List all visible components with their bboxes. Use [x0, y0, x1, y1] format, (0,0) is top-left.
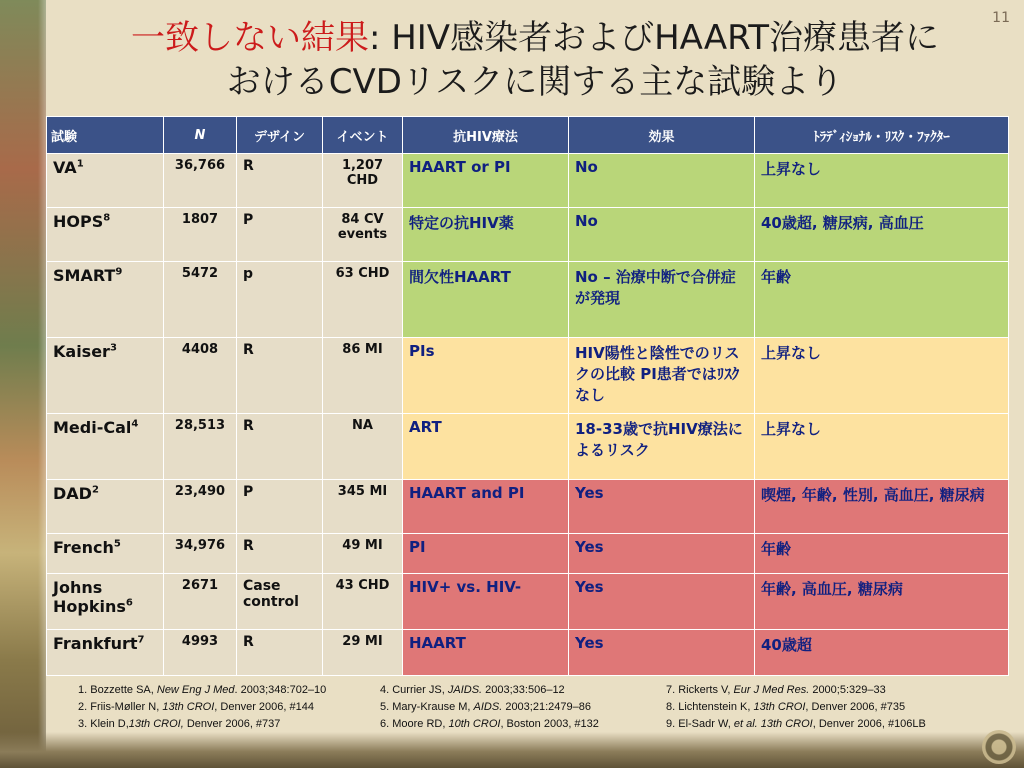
trial-name: SMART [53, 266, 116, 285]
header-design: デザイン [237, 117, 323, 154]
trial-name: VA [53, 158, 77, 177]
table-row [47, 534, 1009, 574]
cell-design: R [237, 414, 323, 480]
reference-item: 4. Currier JS, JAIDS. 2003;33:506–12 [380, 684, 565, 696]
cell-risk: 年齢 [755, 534, 1009, 574]
reference-item: 7. Rickerts V, Eur J Med Res. 2000;5:329–33 [666, 684, 886, 696]
cell-event: 345 MI [323, 480, 403, 534]
trial-name: Medi-Cal [53, 418, 132, 437]
cell-effect: Yes [569, 480, 755, 534]
cell-therapy: PIs [403, 338, 569, 414]
cell-trial [47, 338, 164, 414]
cell-risk: 40歳超, 糖尿病, 高血圧 [755, 208, 1009, 262]
cell-risk: 40歳超 [755, 630, 1009, 676]
reference-item: 6. Moore RD, 10th CROI, Boston 2003, #132 [380, 718, 599, 730]
cell-event: 84 CV events [323, 208, 403, 262]
header-trial: 試験 [47, 117, 164, 154]
ref-superscript: 7 [137, 634, 145, 646]
ref-superscript: 2 [91, 484, 99, 496]
cell-event: 43 CHD [323, 574, 403, 630]
cell-trial [47, 154, 164, 208]
cell-effect: No [569, 154, 755, 208]
cell-design: P [237, 208, 323, 262]
reference-item: 1. Bozzette SA, New Eng J Med. 2003;348:702–10 [78, 684, 327, 696]
cell-therapy: PI [403, 534, 569, 574]
cell-event: 29 MI [323, 630, 403, 676]
reference-item: 8. Lichtenstein K, 13th CROI, Denver 2006, #735 [666, 701, 906, 713]
cell-effect: HIV陽性と陰性でのリスクの比較 PI患者ではﾘｽｸなし [569, 338, 755, 414]
table-row [47, 338, 1009, 414]
cell-event: NA [323, 414, 403, 480]
cell-effect: 18-33歳で抗HIV療法によるリスク [569, 414, 755, 480]
ref-superscript: 8 [103, 212, 111, 224]
cell-n: 5472 [164, 262, 237, 338]
cell-design: P [237, 480, 323, 534]
cell-effect: Yes [569, 574, 755, 630]
trial-name: Kaiser [53, 342, 110, 361]
reference-item: 2. Friis-Møller N, 13th CROI, Denver 2006, #144 [78, 701, 314, 713]
trials-table [46, 116, 1009, 676]
cell-therapy: ART [403, 414, 569, 480]
background-photo-strip [0, 0, 46, 768]
header-n: N [164, 117, 237, 154]
cell-effect: Yes [569, 534, 755, 574]
trial-name: French [53, 538, 114, 557]
header-event: イベント [323, 117, 403, 154]
title-line2: おけるCVDリスクに関する主な試験より [226, 62, 844, 102]
cell-n: 4993 [164, 630, 237, 676]
reference-item: 5. Mary-Krause M, AIDS. 2003;21:2479–86 [380, 701, 591, 713]
cell-event: 1,207 CHD [323, 154, 403, 208]
title-highlight: 一致しない結果 [130, 18, 369, 58]
cell-risk: 上昇なし [755, 154, 1009, 208]
header-therapy: 抗HIV療法 [403, 117, 569, 154]
cell-design: R [237, 338, 323, 414]
cell-trial [47, 630, 164, 676]
title-rest: : HIV感染者およびHAART治療患者に [368, 18, 940, 58]
cell-therapy: HAART and PI [403, 480, 569, 534]
references-column-2 [380, 682, 660, 733]
table-row [47, 414, 1009, 480]
table-row [47, 262, 1009, 338]
ref-superscript: 6 [125, 597, 133, 609]
cell-effect: No [569, 208, 755, 262]
cell-risk: 上昇なし [755, 414, 1009, 480]
trial-name: DAD [53, 484, 92, 503]
cell-design: p [237, 262, 323, 338]
trial-name: Johns Hopkins [53, 578, 126, 616]
cell-trial [47, 480, 164, 534]
cell-n: 2671 [164, 574, 237, 630]
cell-therapy: HAART or PI [403, 154, 569, 208]
header-effect: 効果 [569, 117, 755, 154]
cell-therapy: HIV+ vs. HIV- [403, 574, 569, 630]
cell-risk: 年齢, 高血圧, 糖尿病 [755, 574, 1009, 630]
header-risk-factors: ﾄﾗﾃﾞｨｼｮﾅﾙ・ﾘｽｸ・ﾌｧｸﾀｰ [755, 117, 1009, 154]
table-row [47, 574, 1009, 630]
slide-title [60, 16, 1010, 104]
references-column-1 [78, 682, 378, 733]
table-row [47, 154, 1009, 208]
reference-item: 9. El-Sadr W, et al. 13th CROI, Denver 2006, #106LB [666, 718, 926, 730]
cell-n: 34,976 [164, 534, 237, 574]
trial-name: HOPS [53, 212, 104, 231]
gear-decoration-icon [982, 730, 1016, 764]
cell-design: R [237, 630, 323, 676]
cell-design: R [237, 154, 323, 208]
ref-superscript: 4 [131, 418, 139, 430]
cell-event: 86 MI [323, 338, 403, 414]
references-column-3 [666, 682, 986, 733]
ref-superscript: 9 [115, 266, 123, 278]
cell-trial [47, 534, 164, 574]
cell-trial [47, 208, 164, 262]
ref-superscript: 1 [76, 158, 84, 170]
cell-event: 63 CHD [323, 262, 403, 338]
cell-n: 23,490 [164, 480, 237, 534]
cell-therapy: 特定の抗HIV薬 [403, 208, 569, 262]
ref-superscript: 5 [113, 538, 121, 550]
reference-item: 3. Klein D,13th CROI, Denver 2006, #737 [78, 718, 281, 730]
table-row [47, 480, 1009, 534]
background-bottom-band [0, 732, 1024, 768]
cell-n: 28,513 [164, 414, 237, 480]
cell-n: 1807 [164, 208, 237, 262]
cell-therapy: HAART [403, 630, 569, 676]
cell-therapy: 間欠性HAART [403, 262, 569, 338]
cell-trial [47, 574, 164, 630]
cell-trial [47, 414, 164, 480]
cell-design: R [237, 534, 323, 574]
cell-n: 36,766 [164, 154, 237, 208]
ref-superscript: 3 [109, 342, 117, 354]
cell-effect: Yes [569, 630, 755, 676]
cell-risk: 年齢 [755, 262, 1009, 338]
cell-event: 49 MI [323, 534, 403, 574]
cell-effect: No – 治療中断で合併症が発現 [569, 262, 755, 338]
table-row [47, 630, 1009, 676]
table-row [47, 208, 1009, 262]
cell-risk: 上昇なし [755, 338, 1009, 414]
cell-risk: 喫煙, 年齢, 性別, 高血圧, 糖尿病 [755, 480, 1009, 534]
cell-n: 4408 [164, 338, 237, 414]
cell-trial [47, 262, 164, 338]
table-header-row [47, 117, 1009, 154]
trial-name: Frankfurt [53, 634, 138, 653]
slide-number: 11 [992, 10, 1010, 26]
cell-design: Case control [237, 574, 323, 630]
